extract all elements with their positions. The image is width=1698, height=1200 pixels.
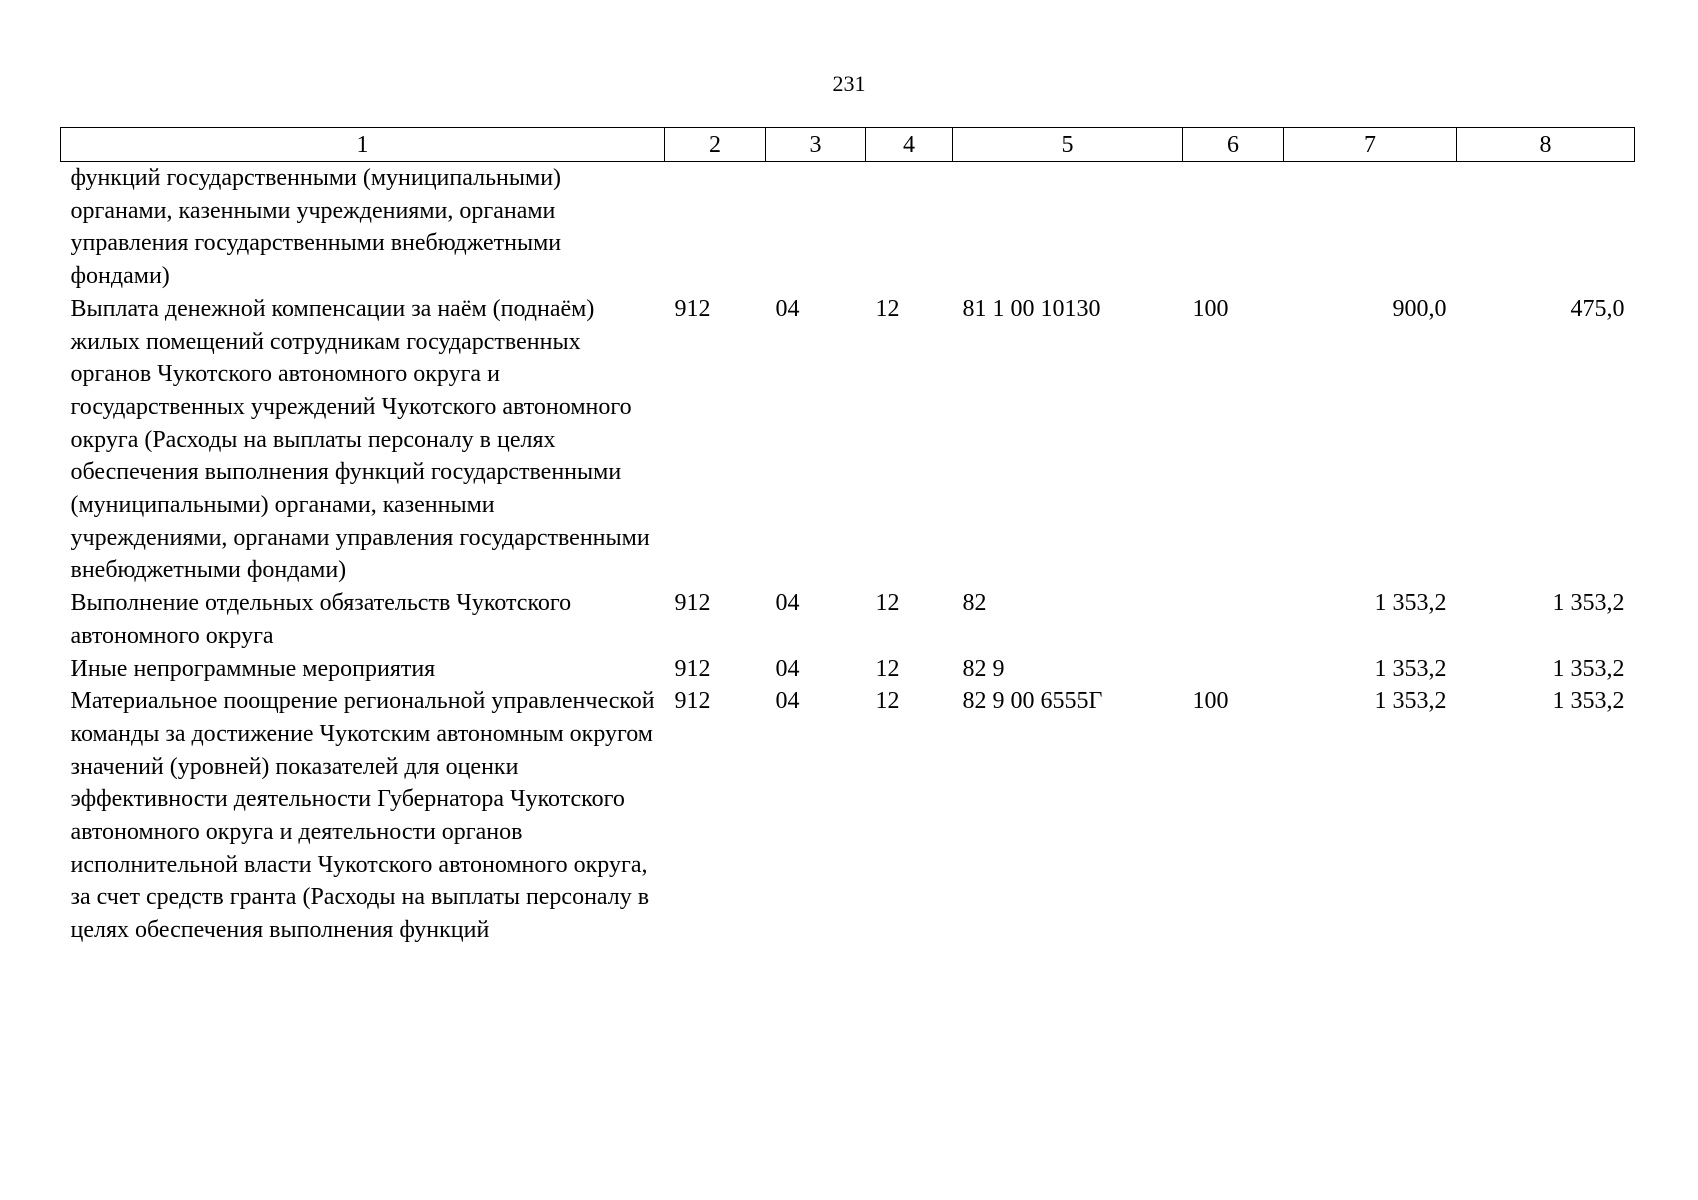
row-code-target: 82 [962,590,987,617]
table-row [61,162,1635,293]
row-code-target: 82 9 00 6555Г [962,688,1103,715]
row-code-ministry [665,162,766,293]
row-code-subsection: 12 [875,655,900,682]
header-col-8: 8 [1457,128,1635,162]
row-description: Иные непрограммные мероприятия [70,655,436,682]
row-code-section: 04 [775,295,800,322]
table-row [61,293,1635,587]
row-amount-2 [1457,162,1635,293]
row-code-expense-type: 100 [1192,295,1229,322]
row-amount-2: 1 353,2 [1552,590,1625,617]
row-code-expense-type [1183,587,1284,652]
row-amount-2: 1 353,2 [1552,655,1625,682]
row-code-section: 04 [775,688,800,715]
row-code-expense-type [1183,653,1284,686]
row-description: функций государственными (муниципальными) органами, казенными учреждениями, органами управления государственными внебюджетными фондами) [70,165,562,290]
row-description: Материальное поощрение региональной управленческой команды за достижение Чукотским автономным округом значений (уровней) показателей для оценки эффективности деятельности Губернатора Чукотского автономного округа и деятельности органов исполнительной власти Чукотского автономного округа, за счет средств гранта (Расходы на выплаты персоналу в целях обеспечения выполнения функций [70,688,655,944]
row-code-subsection [866,162,953,293]
row-code-target: 82 9 [962,655,1005,682]
row-description: Выплата денежной компенсации за наём (поднаём) жилых помещений сотрудникам государственных органов Чукотского автономного округа и государственных учреждений Чукотского автономного округа (Расходы на выплаты персоналу в целях обеспечения выполнения функций государственными (муниципальными) органами, казенными учреждениями, органами управления государственными внебюджетными фондами) [70,295,650,584]
header-col-1: 1 [61,128,665,162]
row-code-subsection: 12 [875,295,900,322]
header-col-2: 2 [665,128,766,162]
table-row [61,653,1635,686]
header-col-5: 5 [953,128,1183,162]
row-code-section: 04 [775,655,800,682]
table-row [61,587,1635,652]
row-code-target: 81 1 00 10130 [962,295,1101,322]
row-code-ministry: 912 [674,655,711,682]
row-code-expense-type: 100 [1192,688,1229,715]
row-amount-2: 1 353,2 [1552,688,1625,715]
header-col-4: 4 [866,128,953,162]
row-code-section [766,162,866,293]
row-code-ministry: 912 [674,295,711,322]
row-code-section: 04 [775,590,800,617]
row-amount-1: 1 353,2 [1374,655,1447,682]
row-amount-1: 900,0 [1392,295,1447,322]
row-code-subsection: 12 [875,590,900,617]
header-col-6: 6 [1183,128,1284,162]
header-col-3: 3 [766,128,866,162]
row-amount-1: 1 353,2 [1374,688,1447,715]
row-amount-1: 1 353,2 [1374,590,1447,617]
table-row [61,685,1635,947]
row-description: Выполнение отдельных обязательств Чукотского автономного округа [70,590,572,649]
row-code-subsection: 12 [875,688,900,715]
header-row [61,128,1635,162]
row-code-expense-type [1183,162,1284,293]
budget-table [60,127,1635,947]
header-col-7: 7 [1284,128,1457,162]
row-amount-1 [1284,162,1457,293]
row-amount-2: 475,0 [1570,295,1625,322]
page-number: 231 [832,71,866,96]
row-code-ministry: 912 [674,590,711,617]
row-code-target [953,162,1183,293]
row-code-ministry: 912 [674,688,711,715]
